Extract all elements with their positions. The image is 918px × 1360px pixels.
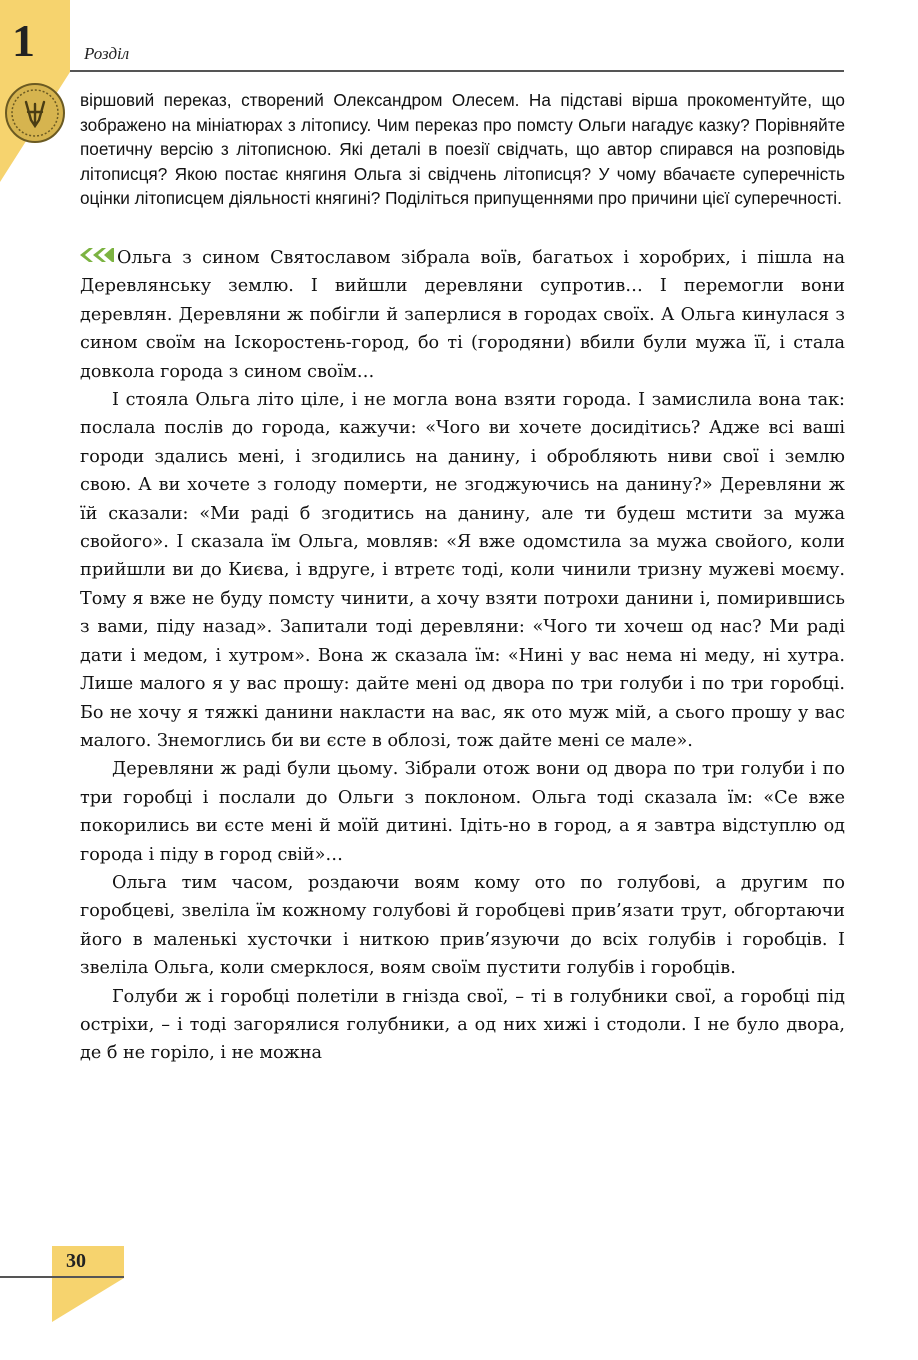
- page-number-tab: [52, 1246, 124, 1276]
- quote-mark-icon: [80, 248, 114, 262]
- paragraph: Деревляни ж раді були цьому. Зібрали отож вони од двора по три голуби і по три горобці і послали до Ольги з поклоном. Ольга тоді сказала їм: «Се вже покорились ви єсте мені й моїй дитині. Ідіть-но в город, а я завтра відступлю од города і піду в город свій»…: [80, 759, 845, 865]
- paragraph-text: Ольга з сином Святославом зібрала воїв, багатьох і хоробрих, і пішла на Деревлянську землю. І вийшли деревляни супротив… І перемогли вони деревлян. Деревляни ж побігли й заперлися в городах своїх. А Ольга кинулася з сином своїм на Іскоростень-город, бо ті (городяни) вбили були мужа її, і стала довкола города з сином своїм…: [80, 248, 845, 382]
- task-block: [80, 88, 845, 211]
- chronicle-excerpt: [80, 244, 845, 1068]
- section-label: Розділ: [84, 44, 130, 63]
- header-rule: [70, 70, 844, 72]
- paragraph: Голуби ж і горобці полетіли в гнізда свої, – ті в голубники свої, а горобці під остріхи, – і тоді загорялися голубники, а од них хижі і стодоли. І не було двора, де б не горіло, і не можна: [80, 986, 845, 1064]
- chapter-number: 1: [12, 15, 35, 66]
- footer-rule: [0, 1276, 124, 1278]
- page-number: 30: [66, 1250, 86, 1272]
- paragraph: І стояла Ольга літо ціле, і не могла вона взяти города. І замислила вона так: послала послів до города, кажучи: «Чого ви хочете досидітись? Адже всі ваші городи здались мені, і згодились на данину, і обробляють ниви свої і землю свою. А ви хочете з голоду померти, не згоджуючись на данину?» Деревляни ж їй сказали: «Ми раді б згодитись на данину, але ти будеш мстити за мужа свойого». І сказала їм Ольга, мовляв: «Я вже одомстила за мужа свойого, коли прийшли ви до Києва, і вдруге, і втретє тоді, коли чинили тризну мужеві моєму. Тому я вже не буду помсту чинити, а хочу взяти потрохи данини і, помирившись з вами, піду назад». Запитали тоді деревляни: «Чого ти хочеш од нас? Ми раді дати і медом, і хутром». Вона ж сказала їм: «Нині у вас нема ні меду, ні хутра. Лише малого я у вас прошу: дайте мені од двора по три голуби і по три горобці. Бо не хочу я тяжкі данини накласти на вас, як ото муж мій, а сього прошу у вас малого. Знемоглись би ви єсте в облозі, тож дайте мені се мале».: [80, 390, 845, 751]
- coin-icon: [4, 82, 66, 144]
- task-text: віршовий переказ, створений Олександром Олесем. На підставі вірша прокоментуйте, що зображено на мініатюрах з літопису. Чим переказ про помсту Ольги нагадує казку? Порівняйте поетичну версію з літописною. Які деталі в поезії свідчать, що автор спирався на розповідь літописця? Якою постає княгиня Ольга зі свідчень літописця? У чому вбачаєте суперечність оцінки літописцем діяльності княгині? Поділіться припущеннями про причини цієї суперечності.: [80, 90, 845, 209]
- paragraph: [80, 244, 845, 386]
- paragraph: Ольга тим часом, роздаючи воям кому ото по голубові, а другим по горобцеві, звеліла їм кожному голубові й горобцеві прив’язати трут, обгортаючи його в маленькі хусточки і ниткою прив’язуючи до всіх голубів і горобців. І звеліла Ольга, коли смерклося, воям своїм пустити голубів і горобців.: [80, 872, 845, 979]
- chapter-tab: [0, 0, 70, 72]
- page-number-tab-tail: [52, 1278, 124, 1322]
